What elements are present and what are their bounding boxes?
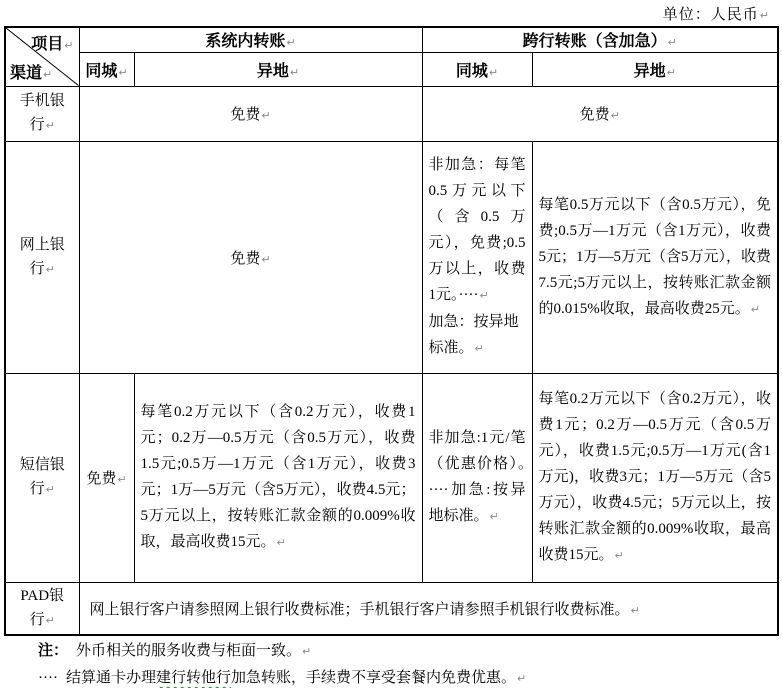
footnote-1-marker: 注： xyxy=(38,643,69,659)
header-group-inbank xyxy=(79,27,422,52)
cell-sms-inbank-remote-text: 每笔0.2万元以下（含0.2万元），收费1元；0.2万—0.5万元（含0.5万元），收费1.5元;0.5万—1万元（含1万元），收费3元；1万—5万元（含5万元），收费4.5元；5万元以上，按转账汇款金额的0.009%收取，最高收费15元。 xyxy=(140,404,416,550)
footnotes xyxy=(38,638,526,688)
channel-label-mobile xyxy=(5,86,79,141)
paragraph-mark: ↵ xyxy=(289,65,300,79)
unit-label-text: 单位：人民币 xyxy=(662,7,759,23)
paragraph-mark: ↵ xyxy=(517,672,527,685)
footnote-2 xyxy=(38,665,526,688)
row-mobile-banking xyxy=(5,86,778,141)
cell-sms-interbank-local-text: 非加急:1元/笔（优惠价格）。····加急:按异地标准。 xyxy=(428,430,526,524)
paragraph-mark: ↵ xyxy=(276,536,286,549)
corner-project-text: 项目 xyxy=(31,36,64,53)
cell-online-interbank-local-line1-text: 非加急：每笔0.5万元以下（含0.5万元），免费;0.5万以上，收费1元。···· xyxy=(428,157,526,303)
paragraph-mark: ↵ xyxy=(488,65,499,79)
paragraph-mark: ↵ xyxy=(261,252,271,266)
cell-pad-note-text: 网上银行客户请参照网上银行收费标准；手机银行客户请参照手机银行收费标准。 xyxy=(89,601,630,618)
row-pad-banking xyxy=(5,582,778,635)
paragraph-mark: ↵ xyxy=(64,39,74,52)
paragraph-mark: ↵ xyxy=(610,109,620,122)
header-interbank-remote xyxy=(532,52,778,86)
header-inbank-remote-text: 异地 xyxy=(256,62,289,80)
header-group-interbank-text: 跨行转账（含加急） xyxy=(522,33,667,51)
grammar-squiggle-text: 建行转他行 xyxy=(156,670,232,686)
cell-pad-note xyxy=(79,582,778,635)
header-interbank-local-text: 同城 xyxy=(455,62,488,80)
header-inbank-local-text: 同城 xyxy=(85,62,118,80)
cell-mobile-inbank-fee-text: 免费 xyxy=(230,107,261,123)
paragraph-mark: ↵ xyxy=(479,289,489,302)
header-inbank-local xyxy=(79,52,134,86)
unit-label xyxy=(663,3,770,24)
paragraph-mark: ↵ xyxy=(302,645,312,658)
cell-sms-inbank-local-fee-text: 免费 xyxy=(86,471,117,487)
paragraph-mark: ↵ xyxy=(614,549,624,562)
paragraph-mark: ↵ xyxy=(261,109,271,122)
paragraph-mark: ↵ xyxy=(750,302,760,316)
header-row-groups xyxy=(5,27,778,52)
cell-online-interbank-local-line2 xyxy=(429,309,526,362)
cell-online-inbank-fee xyxy=(79,141,422,373)
paragraph-mark: ↵ xyxy=(286,36,296,50)
paragraph-mark: ↵ xyxy=(118,65,128,79)
cell-mobile-inbank-fee xyxy=(79,86,422,141)
cell-mobile-interbank-fee-text: 免费 xyxy=(579,107,610,123)
cell-online-interbank-local xyxy=(422,141,532,373)
fee-table xyxy=(4,26,779,636)
header-row-sub xyxy=(5,52,778,86)
cell-online-interbank-remote-text: 每笔0.5万元以下（含0.5万元），免费;0.5万—1万元（含1万元），收费5元；1万—5万元（含5万元），收费7.5元;5万元以上，按转账汇款金额的0.015%收取，最高收费25元。 xyxy=(538,196,772,317)
paragraph-mark: ↵ xyxy=(759,9,770,22)
cell-online-interbank-local-line1 xyxy=(429,152,526,309)
paragraph-mark: ↵ xyxy=(489,510,499,523)
channel-label-online xyxy=(5,141,79,373)
cell-sms-interbank-remote xyxy=(532,373,778,582)
channel-sms-text: 短信银行 xyxy=(19,457,65,497)
channel-label-sms xyxy=(5,373,79,582)
footnote-1-text: 外币相关的服务收费与柜面一致。 xyxy=(76,643,302,659)
channel-mobile-text: 手机银行 xyxy=(19,93,65,133)
corner-channel-label xyxy=(6,54,79,84)
channel-label-pad xyxy=(5,582,79,635)
row-sms-banking xyxy=(5,373,778,582)
cell-sms-inbank-local-fee xyxy=(79,373,134,582)
cell-online-interbank-remote xyxy=(532,141,778,373)
paragraph-mark: ↵ xyxy=(43,68,53,81)
header-inbank-remote xyxy=(134,52,422,86)
cell-online-interbank-local-line2-text: 加急：按异地标准。 xyxy=(428,314,519,356)
paragraph-mark: ↵ xyxy=(666,65,676,79)
corner-channel-text: 渠道 xyxy=(10,65,43,82)
paragraph-mark: ↵ xyxy=(630,603,640,617)
paragraph-mark: ↵ xyxy=(474,342,484,355)
cell-sms-interbank-remote-text: 每笔0.2万元以下（含0.2万元），收费1元；0.2万—0.5万元（含0.5万元），收费1.5元;0.5万—1万元(含1万元)，收费3元；1万—5万元（含5万元），收费4.5元；5万元以上，按转账汇款金额的0.009%收取，最高收费15元。 xyxy=(538,391,772,563)
footnote-1 xyxy=(38,638,526,665)
channel-online-text: 网上银行 xyxy=(19,236,65,277)
paragraph-mark: ↵ xyxy=(667,36,677,50)
paragraph-mark: ↵ xyxy=(45,613,55,627)
cell-online-inbank-fee-text: 免费 xyxy=(230,250,261,267)
footnote-2-text-pre: 结算通卡办理 xyxy=(65,670,156,686)
corner-cell xyxy=(5,27,79,86)
paragraph-mark: ↵ xyxy=(117,473,127,486)
channel-pad-text: PAD银行 xyxy=(20,587,65,628)
footnote-2-marker: ···· xyxy=(38,670,58,686)
paragraph-mark: ↵ xyxy=(45,262,55,276)
cell-sms-interbank-local xyxy=(422,373,532,582)
corner-project-label xyxy=(6,28,79,54)
footnote-2-text-post: 加急转账，手续费不享受套餐内免费优惠。 xyxy=(231,670,517,686)
header-interbank-remote-text: 异地 xyxy=(633,62,666,80)
paragraph-mark: ↵ xyxy=(45,483,55,496)
cell-mobile-interbank-fee xyxy=(422,86,778,141)
paragraph-mark: ↵ xyxy=(45,119,55,132)
row-online-banking xyxy=(5,141,778,373)
header-group-interbank xyxy=(422,27,778,52)
header-group-inbank-text: 系统内转账 xyxy=(205,33,286,51)
header-interbank-local xyxy=(422,52,532,86)
cell-sms-inbank-remote xyxy=(134,373,422,582)
